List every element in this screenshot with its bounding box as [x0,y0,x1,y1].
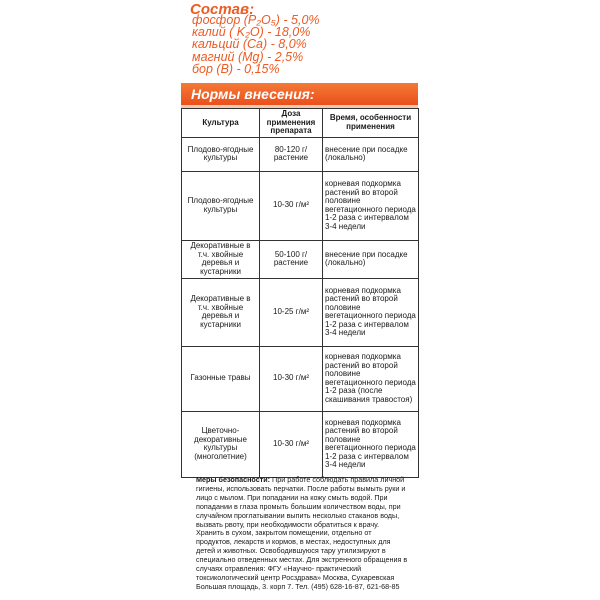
crop-cell: Газонные травы [182,346,260,411]
table-header-row [182,109,419,138]
column-header-time: Время, особенности применения [323,109,419,138]
table-row [182,411,419,477]
dose-cell: 50-100 г/растение [260,240,323,278]
column-header-dose: Доза применения препарата [260,109,323,138]
time-cell: корневая подкормка растений во второй половине вегетационного периода 1-2 раза с интервалом 3-4 недели [323,278,419,346]
composition-item: фосфор (P₂O₅) - 5,0% [192,13,320,27]
composition-item: кальций (Ca) - 8,0% [192,37,307,52]
safety-section [196,476,408,592]
table-row [182,240,419,278]
dose-cell: 80-120 г/растение [260,137,323,171]
table-row [182,171,419,240]
table-row [182,137,419,171]
time-cell: внесение при посадке (локально) [323,240,419,278]
dose-cell: 10-30 г/м² [260,171,323,240]
dose-cell: 10-25 г/м² [260,278,323,346]
time-cell: внесение при посадке (локально) [323,137,419,171]
composition-title: Состав: [190,1,255,18]
composition-item: магний (Mg) - 2,5% [192,49,304,64]
safety-text: При работе соблюдать правила личной гигиены, использовать перчатки. После работы вымыть руки и лицо с мылом. При попадании на кожу смыть водой. При попадании в глаза промыть большим количеством воды, при случайном проглатывании выпить несколько стаканов воды, вызвать рвоту, при необходимости обратиться к врачу. Хранить в сухом, закрытом помещении, отдельно от продуктов, лекарств и кормов, в местах, недоступных для детей и животных. Освободившуюся тару утилизируют в специально отведенных местах. Для экстренного обращения в случаях отравления: ФГУ «Научно- практический токсикологический центр Росздрава» Москва, Сухаревская Большая площадь, 3. корп 7. Тел. (495) 628-16-87, 621-68-85 [196,475,408,591]
time-cell: корневая подкормка растений во второй половине вегетационного периода 1-2 раза с интервалом 3-4 недели [323,171,419,240]
composition-item: калий ( K₂O) - 18,0% [192,25,311,40]
dose-cell: 10-30 г/м² [260,411,323,477]
time-cell: корневая подкормка растений во второй половине вегетационного периода 1-2 раза (после скашивания травостоя) [323,346,419,411]
composition-item: бор (B) - 0,15% [192,61,280,76]
composition-list [192,14,320,75]
crop-cell: Плодово-ягодные культуры [182,137,260,171]
crop-cell: Декоративные в т.ч. хвойные деревья и кустарники [182,278,260,346]
crop-cell: Цветочно-декоративные культуры (многолетние) [182,411,260,477]
time-cell: корневая подкормка растений во второй половине вегетационного периода 1-2 раза с интервалом 3-4 недели [323,411,419,477]
rates-header: Нормы внесения: [181,83,418,105]
dose-cell: 10-30 г/м² [260,346,323,411]
rates-table [181,108,419,478]
crop-cell: Декоративные в т.ч. хвойные деревья и кустарники [182,240,260,278]
safety-label: Меры безопасности: [196,475,271,484]
table-row [182,278,419,346]
table-row [182,346,419,411]
column-header-crop: Культура [182,109,260,138]
crop-cell: Плодово-ягодные культуры [182,171,260,240]
